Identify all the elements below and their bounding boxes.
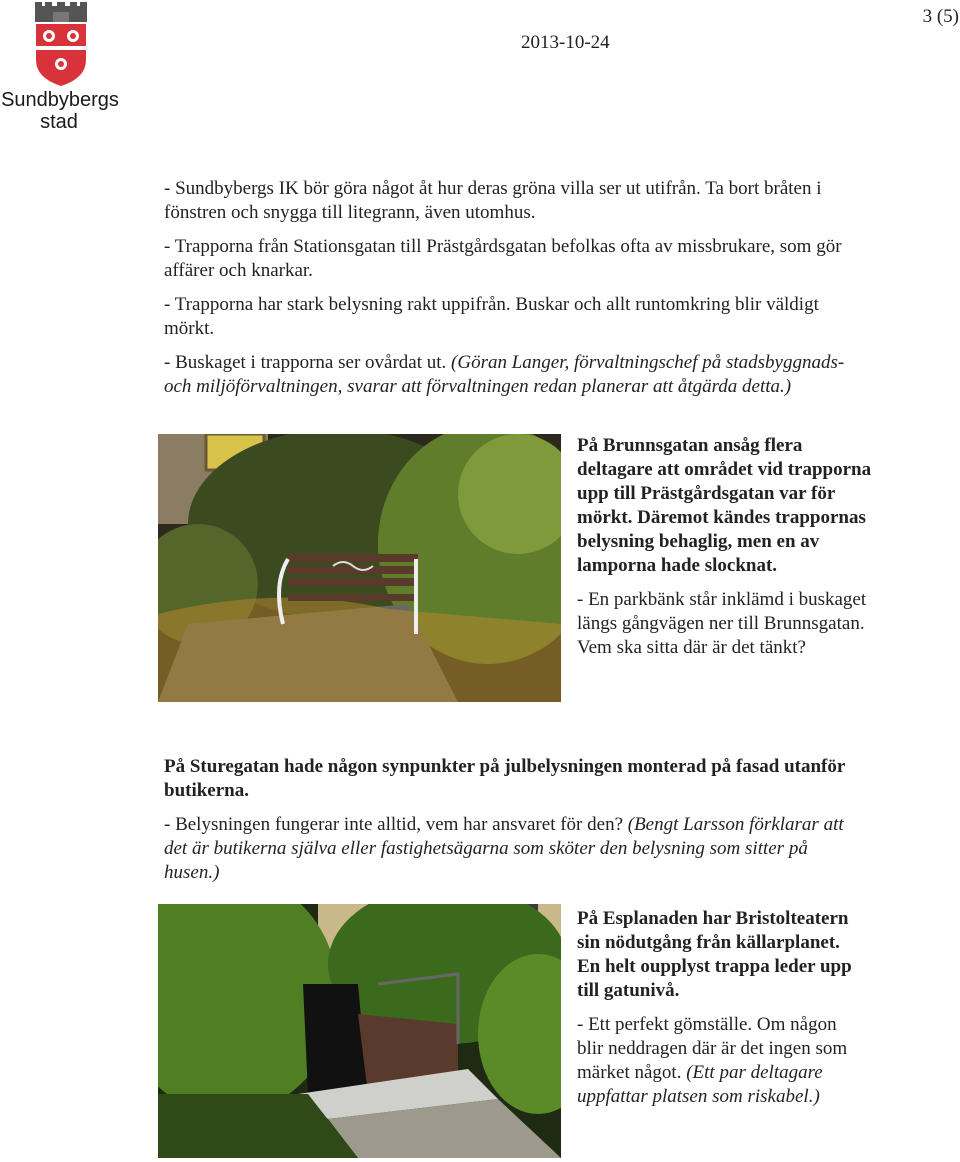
esplanaden-heading: På Esplanaden har Bristolteatern sin nödutgång från källarplanet. En helt oupplyst trappa leder upp till gatunivå. xyxy=(577,908,852,1001)
park-bench-image xyxy=(158,434,561,702)
logo-text-line1: Sundbybergs xyxy=(1,89,119,111)
brunnsgatan-heading: På Brunnsgatan ansåg flera deltagare att området vid trapporna upp till Prästgårdsgatan var för mörkt. Däremot kändes trappornas belysning behaglig, men en av lamporna hade slocknat. xyxy=(577,435,872,576)
intro-section xyxy=(164,177,854,399)
photo-park-bench xyxy=(158,434,561,702)
brunnsgatan-section xyxy=(577,434,877,670)
esplanaden-note: (Ett par deltagare uppfattar platsen som riskabel.) xyxy=(577,1062,823,1107)
coat-of-arms-icon xyxy=(33,2,89,86)
basement-stairs-image xyxy=(158,904,561,1158)
intro-paragraph: - Trapporna har stark belysning rakt uppifrån. Buskar och allt runtomkring blir väldigt mörkt. xyxy=(164,294,819,339)
sturegatan-note: (Bengt Larsson förklarar att det är butikerna själva eller fastighetsägarna som sköter den belysning som sitter på husen.) xyxy=(164,814,844,883)
sturegatan-body: - Belysningen fungerar inte alltid, vem har ansvaret för den? xyxy=(164,814,623,835)
brunnsgatan-body: - En parkbänk står inklämd i buskaget längs gångvägen ner till Brunnsgatan. Vem ska sitta där är det tänkt? xyxy=(577,589,867,658)
photo-basement-stairs xyxy=(158,904,561,1158)
intro-paragraph: - Sundbybergs IK bör göra något åt hur deras gröna villa ser ut utifrån. Ta bort bråten i fönstren och snygga till litegrann, även utomhus. xyxy=(164,178,822,223)
buskaget-paragraph xyxy=(164,351,854,399)
logo-text-line2: stad xyxy=(40,111,78,133)
document-date: 2013-10-24 xyxy=(521,32,610,53)
sundbyberg-logo xyxy=(0,0,125,140)
buskaget-note: (Göran Langer, förvaltningschef på stadsbyggnads- och miljöförvaltningen, svarar att förvaltningen redan planerar att åtgärda detta.) xyxy=(164,352,845,397)
sturegatan-heading: På Sturegatan hade någon synpunkter på julbelysningen monterad på fasad utanför butikerna. xyxy=(164,756,845,801)
esplanaden-section xyxy=(577,907,867,1119)
buskaget-text: - Buskaget i trapporna ser ovårdat ut. xyxy=(164,352,447,373)
esplanaden-body: - Ett perfekt gömställe. Om någon blir neddragen där är det ingen som märket något. xyxy=(577,1014,848,1083)
sturegatan-paragraph xyxy=(164,813,864,885)
page-number: 3 (5) xyxy=(922,6,959,27)
sturegatan-section xyxy=(164,755,864,885)
esplanaden-paragraph xyxy=(577,1013,867,1109)
intro-paragraph: - Trapporna från Stationsgatan till Prästgårdsgatan befolkas ofta av missbrukare, som gör affärer och knarkar. xyxy=(164,236,842,281)
